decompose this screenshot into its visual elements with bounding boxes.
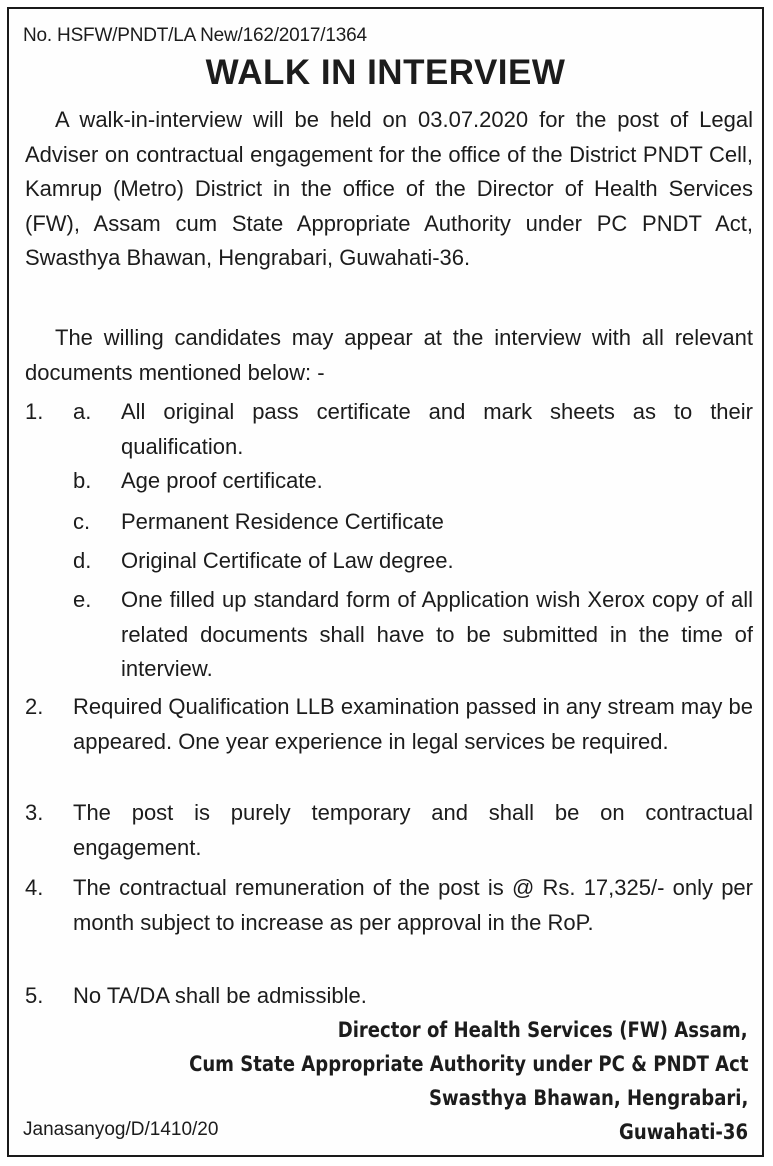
signature-line-1: Director of Health Services (FW) Assam, <box>338 1018 748 1042</box>
item-number-1: 1. <box>25 399 44 424</box>
subitem-text-b: Age proof certificate. <box>121 468 323 493</box>
signature-line-3: Swasthya Bhawan, Hengrabari, <box>428 1086 748 1110</box>
item-text-4: The contractual remuneration of the post is @ Rs. 17,325/- only per month subject to increase as per approval in the RoP. <box>73 875 753 935</box>
item-text-3: The post is purely temporary and shall be on contractual engagement. <box>73 800 753 860</box>
footer-code: Janasanyog/D/1410/20 <box>23 1119 219 1140</box>
item-number-3: 3. <box>25 800 44 825</box>
signature-line-4: Guwahati-36 <box>618 1120 748 1144</box>
subitem-text-e: One filled up standard form of Application wish Xerox copy of all related documents shall have to be submitted in the time of interview. <box>121 587 753 681</box>
subitem-letter-a: a. <box>73 399 92 424</box>
subitem-text-a: All original pass certificate and mark sheets as to their qualification. <box>121 399 753 459</box>
item-number-2: 2. <box>25 694 44 719</box>
reference-number: No. HSFW/PNDT/LA New/162/2017/1364 <box>23 25 367 46</box>
item-number-5: 5. <box>25 983 44 1008</box>
intro-paragraph: A walk-in-interview will be held on 03.07.2020 for the post of Legal Adviser on contractual engagement for the office of the District PNDT Cell, Kamrup (Metro) District in the office of the Director of Health Services (FW), Assam cum State Appropriate Authority under PC PNDT Act, Swasthya Bhawan, Hengrabari, Guwahati-36. <box>25 107 753 270</box>
item-number-4: 4. <box>25 875 44 900</box>
item-text-2: Required Qualification LLB examination passed in any stream may be appeared. One year experience in legal services be required. <box>73 694 753 754</box>
item-text-5: No TA/DA shall be admissible. <box>73 983 367 1008</box>
subitem-text-d: Original Certificate of Law degree. <box>121 548 454 573</box>
subitem-letter-b: b. <box>73 468 92 493</box>
candidates-paragraph: The willing candidates may appear at the interview with all relevant documents mentioned below: - <box>25 325 753 385</box>
subitem-text-c: Permanent Residence Certificate <box>121 509 444 534</box>
subitem-letter-c: c. <box>73 509 91 534</box>
subitem-letter-d: d. <box>73 548 92 573</box>
signature-line-2: Cum State Appropriate Authority under PC & PNDT Act <box>188 1052 748 1076</box>
notice-title: WALK IN INTERVIEW <box>205 53 566 92</box>
subitem-letter-e: e. <box>73 587 92 612</box>
notice-frame <box>7 7 764 1157</box>
